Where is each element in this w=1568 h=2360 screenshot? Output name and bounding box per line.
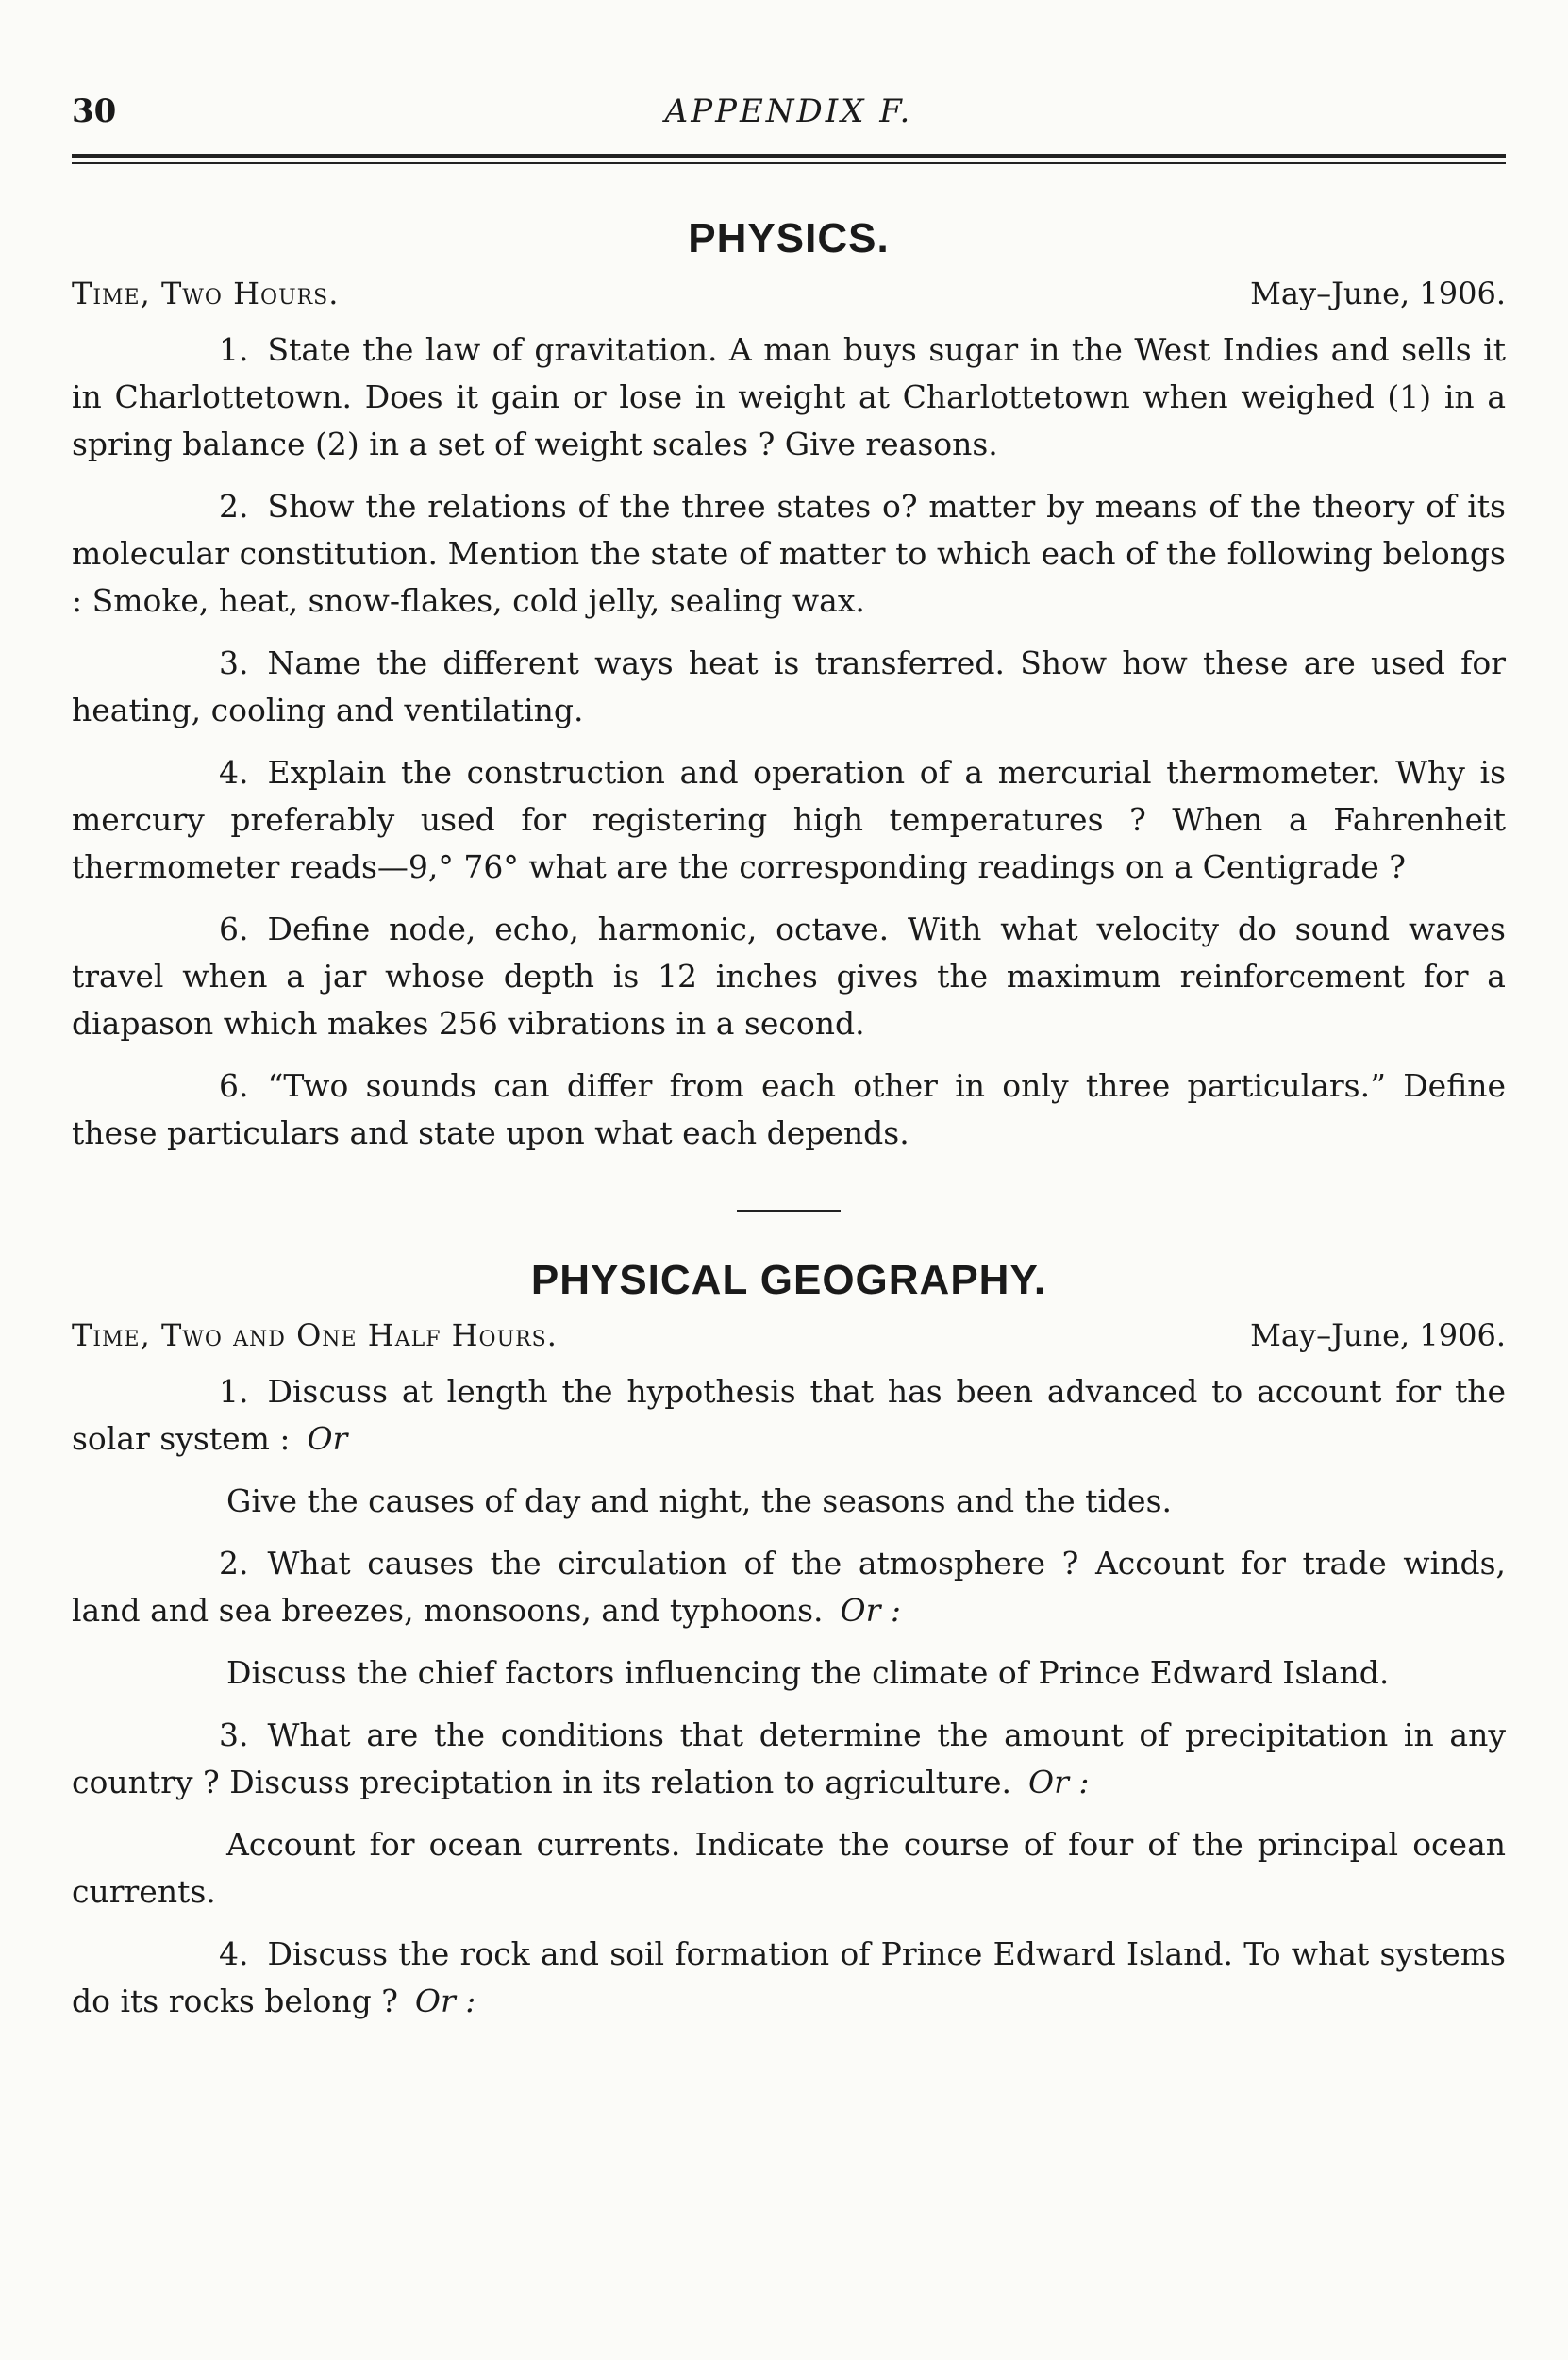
question-item [72,1368,1506,1463]
question-text: “Two sounds can differ from each other in only three particulars.” Define these particulars and state upon what each depends. [72,1067,1506,1151]
or-label: Or : [840,1592,901,1629]
question-number: 6. [219,1067,249,1104]
question-number: 1. [219,331,249,368]
alternative-question: Give the causes of day and night, the seasons and the tides. [226,1482,1173,1519]
question-text: Discuss the rock and soil formation of Prince Edward Island. To what systems do its rocks belong ? [72,1935,1506,2019]
question-number: 3. [219,644,249,681]
question-item [72,906,1506,1047]
question-item [72,640,1506,734]
section-title-physics: PHYSICS. [688,215,890,261]
question-text: State the law of gravitation. A man buys sugar in the West Indies and sells it in Charlottetown. Does it gain or lose in weight at Charlottetown when weighed (1) in a spring balance (2) in a set of weight scales ? Give reasons. [72,331,1506,462]
header-rule-thick [72,154,1506,158]
question-text: Explain the construction and operation of a mercurial thermometer. Why is mercury preferably used for registering high temperatures ? When a Fahrenheit thermometer reads—9,° 76° what are the corresponding readings on a Centigrade ? [72,754,1506,885]
question-item [72,483,1506,625]
question-text: What causes the circulation of the atmosphere ? Account for trade winds, land and sea breezes, monsoons, and typhoons. [72,1545,1506,1629]
or-label: Or [307,1420,348,1457]
question-item [72,326,1506,468]
question-number: 3. [219,1716,249,1753]
question-number: 4. [219,1935,249,1972]
running-title: APPENDIX F. [664,92,913,130]
running-header [72,0,1506,160]
question-text: Show the relations of the three states o? matter by means of the theory of its molecular constitution. Mention the state of matter to which each of the following belongs : Smoke, heat, snow-flakes, cold jelly, sealing wax. [72,488,1506,619]
document-page [72,0,1506,2025]
physical-geography-section [72,1257,1506,2025]
alternative-question: Discuss the chief factors influencing the climate of Prince Edward Island. [226,1654,1390,1691]
question-text: What are the conditions that determine the amount of precipitation in any country ? Discuss preciptation in its relation to agriculture. [72,1716,1506,1800]
question-number: 1. [219,1373,249,1410]
question-number: 6. [219,911,249,947]
geography-time: Time, Two and One Half Hours. [72,1317,558,1353]
question-item [72,1712,1506,1806]
page-number: 30 [72,92,117,130]
physics-meta [72,276,1506,311]
or-label: Or : [414,1983,476,2019]
section-divider [737,1210,841,1212]
question-number: 2. [219,1545,249,1582]
question-number: 4. [219,754,249,791]
question-number: 2. [219,488,249,525]
question-item [72,1931,1506,2025]
or-label: Or : [1028,1764,1090,1800]
question-text: Discuss at length the hypothesis that has been advanced to account for the solar system : [72,1373,1506,1457]
physics-time: Time, Two Hours. [72,276,340,311]
question-item [72,1540,1506,1634]
header-rule-thin [72,162,1506,164]
question-item [72,749,1506,891]
physics-section [72,215,1506,1157]
question-text: Name the different ways heat is transferred. Show how these are used for heating, cooling and ventilating. [72,644,1506,728]
question-item [72,1063,1506,1157]
alternative-question: Account for ocean currents. Indicate the course of four of the principal ocean currents. [72,1826,1506,1910]
geography-meta [72,1317,1506,1353]
geography-date: May–June, 1906. [1250,1317,1506,1353]
question-text: Define node, echo, harmonic, octave. With what velocity do sound waves travel when a jar whose depth is 12 inches gives the maximum reinforcement for a diapason which makes 256 vibrations in a second. [72,911,1506,1042]
physics-date: May–June, 1906. [1250,276,1506,311]
section-title-physical-geography: PHYSICAL GEOGRAPHY. [530,1257,1047,1303]
